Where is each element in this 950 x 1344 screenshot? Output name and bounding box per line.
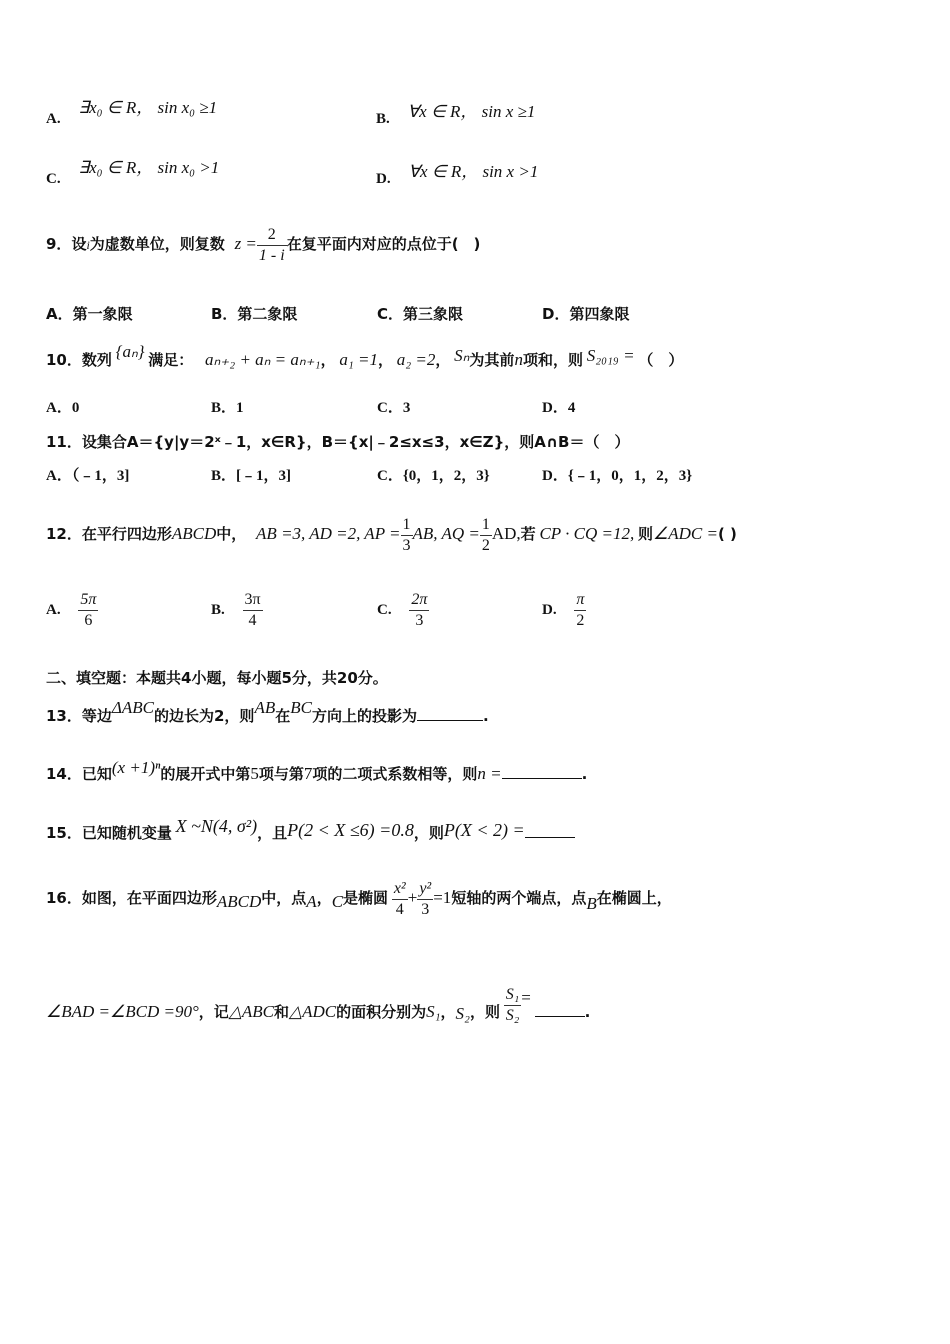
question-text: 中，: [216, 525, 247, 543]
question-text: 为虚数单位，则复数: [89, 235, 225, 253]
abcd: ABCD: [171, 524, 217, 543]
question-9: [46, 224, 480, 266]
term-five: 5: [250, 764, 259, 783]
z-expression: z =: [234, 234, 257, 253]
option-label: D.: [542, 602, 557, 618]
question-text: 短轴的两个端点，点: [451, 889, 587, 907]
q9-option-b: B．第二象限: [211, 305, 298, 323]
option-label: C.: [46, 171, 61, 187]
sn: Sₙ: [454, 346, 470, 365]
triangle-adc: △ADC: [289, 1002, 337, 1021]
question-text: 在平行四边形: [81, 525, 172, 543]
option-fraction: [409, 590, 429, 631]
question-text: ，记: [198, 1003, 229, 1021]
question-14: [46, 758, 588, 787]
option-expression: ∀x ∈ R， sin x ≥1: [407, 102, 536, 121]
fraction-numerator: y²: [417, 879, 433, 900]
option-label: B.: [376, 111, 390, 127]
vector-ab: AB: [254, 698, 276, 717]
question-text: （ ）: [638, 351, 684, 369]
question-16-continued: ∠BAD =∠BCD =90°，记△ABC和△ADC的面积分别为S₁，S₂，则 $\frac{\text{S₁}}{\text{S₂}}$ = .: [46, 986, 591, 1025]
question-text: 中，点: [261, 889, 307, 907]
fraction-denominator: 4: [395, 901, 404, 919]
question-text: 已知: [81, 765, 112, 783]
question-text: 为其前: [469, 351, 515, 369]
fraction-denominator: 6: [84, 612, 93, 630]
target-probability: P(X < 2) =: [443, 820, 525, 840]
option-label: B.: [211, 602, 225, 618]
q11-option-b: B．[﹣1，3]: [211, 468, 291, 484]
q8-option-c: [46, 158, 220, 189]
option-fraction: [243, 590, 263, 631]
question-text: 满足：: [148, 351, 194, 369]
q12-option-b: [211, 588, 263, 632]
question-text: ( ): [717, 525, 737, 543]
fraction-s1-over-s2: [504, 985, 522, 1026]
question-number: 16．: [46, 889, 82, 907]
question-10: 10．数列 {aₙ} 满足： aₙ₊₂ + aₙ = aₙ₊₁， a₁ =1， a₂ =2， Sₙ为其前n项和，则 S₂₀₁₉ = （ ）: [46, 342, 684, 369]
question-text: 设: [71, 235, 87, 253]
question-number: 11．: [46, 433, 82, 451]
section-heading: 二、填空题：本题共4小题，每小题5分，共20分。: [46, 669, 388, 687]
term-seven: 7: [303, 764, 313, 783]
area-s2: S₂: [455, 1004, 470, 1023]
q12-option-d: [542, 588, 586, 632]
question-text: 在复平面内对应的点位于( ): [286, 235, 481, 253]
answer-blank: [502, 778, 582, 779]
question-text: .: [581, 765, 588, 783]
fraction-denominator: 4: [248, 612, 257, 630]
fraction-numerator: 1: [401, 515, 413, 536]
fraction: [257, 225, 287, 266]
q12-option-c: [377, 588, 429, 632]
q11-option-a: A．（﹣1，3]: [46, 468, 130, 484]
fraction-denominator: 3: [421, 901, 430, 919]
q11-option-d: D．{﹣1，0，1，2，3}: [542, 468, 693, 484]
triangle-abc: ΔABC: [111, 698, 154, 717]
option-expression: ∃x₀ ∈ R， sin x₀ ≥1: [78, 98, 218, 117]
angle-adc: ∠ADC =: [652, 524, 718, 543]
q9-option-a: A．第一象限: [46, 305, 133, 323]
question-number: 9．: [46, 235, 72, 253]
binomial-expression: (x +1)ⁿ: [111, 758, 161, 777]
q10-option-c: C．3: [377, 400, 411, 416]
fraction-numerator: S₁: [504, 985, 522, 1006]
question-number: 12．: [46, 525, 82, 543]
question-text: 是椭圆: [343, 889, 389, 907]
fraction-denominator: 2: [576, 612, 585, 630]
fraction-one-third: [401, 515, 413, 556]
question-15: [46, 818, 575, 848]
condition-2: AB, AQ =: [412, 524, 480, 543]
question-text: ，则: [413, 824, 444, 842]
answer-blank: [525, 837, 575, 838]
answer-blank: [417, 720, 483, 721]
question-text: 和: [273, 1003, 289, 1021]
q8-option-a: [46, 98, 218, 129]
fraction-one-half: [480, 515, 492, 556]
fraction-denominator: S₂: [505, 1007, 520, 1025]
question-text: .: [482, 707, 489, 725]
q10-option-b: B．1: [211, 400, 244, 416]
a2-value: a₂ =2: [396, 350, 436, 369]
fraction-numerator: 5π: [78, 590, 98, 611]
fraction-numerator: 3π: [243, 590, 263, 611]
q10-option-d: D．4: [542, 400, 576, 416]
question-11: [46, 432, 629, 453]
fraction-numerator: π: [574, 590, 586, 611]
equals-one: =1: [433, 888, 452, 907]
s2019: S₂₀₁₉ =: [586, 346, 635, 365]
given-probability: P(2 < X ≤6) =0.8: [287, 820, 414, 840]
question-text: .: [584, 1003, 591, 1021]
fraction-denominator: 3: [415, 612, 424, 630]
fraction-numerator: 2π: [409, 590, 429, 611]
condition-3: AD,: [491, 524, 521, 543]
question-text: 项与第: [258, 765, 304, 783]
condition-1: AB =3, AD =2, AP =: [256, 524, 401, 543]
abcd: ABCD: [216, 892, 262, 911]
fraction-x2-over-4: [392, 879, 408, 920]
question-number: 13．: [46, 707, 82, 725]
question-number: 15．: [46, 824, 82, 842]
q11-option-c: C．{0，1，2，3}: [377, 468, 490, 484]
n-variable: n: [514, 350, 523, 369]
question-text: 项和，则: [522, 351, 583, 369]
sequence: {aₙ}: [115, 342, 145, 361]
vector-bc: BC: [290, 698, 312, 717]
point-b: B: [586, 894, 597, 913]
n-equals: n =: [477, 764, 502, 783]
q10-option-a: A．0: [46, 400, 80, 416]
question-text: 的展开式中第: [160, 765, 251, 783]
area-s1: S₁: [426, 1002, 441, 1021]
fraction-numerator: x²: [392, 879, 408, 900]
q12-option-a: [46, 588, 98, 632]
normal-distribution: X ~N(4, σ²): [175, 816, 258, 836]
question-text: ，则: [469, 1003, 500, 1021]
option-fraction: [574, 590, 586, 631]
point-c: C: [331, 892, 344, 911]
question-text: 则: [637, 525, 653, 543]
option-label: D.: [376, 171, 391, 187]
question-text: 设集合A＝{y|y＝2ˣ﹣1，x∈R}，B＝{x|﹣2≤x≤3，x∈Z}，则A∩B＝（ ）: [81, 433, 630, 451]
question-text: 方向上的投影为: [311, 707, 417, 725]
fraction-y2-over-3: [417, 879, 433, 920]
question-16: 16．如图，在平面四边形ABCD中，点A，C是椭圆 $\frac{\text{x²}}{4}$ + $\frac{\text{y²}}{3}$ =1短轴的两个端点，点B在椭圆上，: [46, 880, 672, 919]
question-text: 数列: [81, 351, 112, 369]
fraction-numerator: 2: [257, 225, 287, 246]
equals-sign: =: [521, 988, 531, 1007]
imaginary-unit: i: [86, 238, 90, 252]
question-13: [46, 698, 489, 729]
option-expression: ∀x ∈ R， sin x >1: [408, 162, 539, 181]
q9-option-d: D．第四象限: [542, 305, 630, 323]
fraction-numerator: 1: [480, 515, 492, 536]
q9-option-c: C．第三象限: [377, 305, 464, 323]
question-number: 10．: [46, 351, 82, 369]
q8-option-b: [376, 102, 536, 129]
question-text: 如图，在平面四边形: [81, 889, 217, 907]
fraction-denominator: 1 - i: [258, 247, 285, 265]
question-text: 在: [275, 707, 291, 725]
fraction-denominator: 3: [402, 537, 411, 555]
question-text: 的面积分别为: [336, 1003, 427, 1021]
recurrence: aₙ₊₂ + aₙ = aₙ₊₁: [205, 350, 321, 369]
question-text: 已知随机变量: [81, 824, 172, 842]
question-12: [46, 504, 737, 565]
question-text: 等边: [81, 707, 112, 725]
q8-option-d: [376, 162, 539, 189]
question-text: 的边长为2，则: [153, 707, 255, 725]
a1-value: a₁ =1: [339, 350, 378, 369]
option-label: A.: [46, 111, 61, 127]
question-text: ，且: [257, 824, 288, 842]
triangle-abc: △ABC: [228, 1002, 274, 1021]
point-a: A: [306, 892, 317, 911]
option-label: C.: [377, 602, 392, 618]
question-number: 14．: [46, 765, 82, 783]
fraction-denominator: 2: [481, 537, 490, 555]
option-fraction: [78, 590, 98, 631]
option-label: A.: [46, 602, 61, 618]
question-text: 项的二项式系数相等，则: [312, 765, 478, 783]
dot-product: CP · CQ =12,: [539, 524, 635, 543]
answer-blank: [535, 1016, 585, 1017]
angle-condition: ∠BAD =∠BCD =90°: [46, 1002, 199, 1021]
question-text: 若: [520, 525, 536, 543]
question-text: 在椭圆上，: [596, 889, 672, 907]
option-expression: ∃x₀ ∈ R， sin x₀ >1: [78, 158, 220, 177]
